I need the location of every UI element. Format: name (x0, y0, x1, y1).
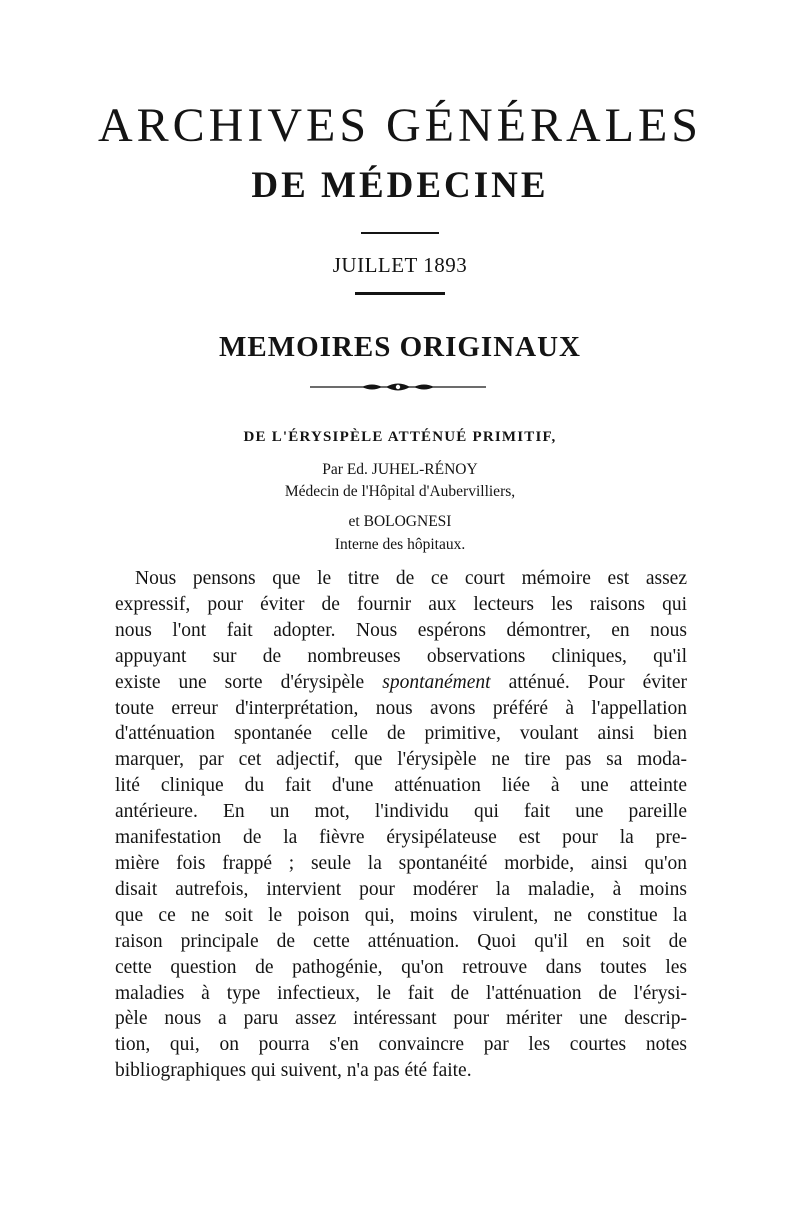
body-line: nous l'ont fait adopter. Nous espérons démontrer, en nous (115, 619, 687, 641)
author-byline-1: Par Ed. JUHEL-RÉNOY (322, 461, 478, 478)
article-title: DE L'ÉRYSIPÈLE ATTÉNUÉ PRIMITIF, (243, 429, 557, 445)
body-line: maladies à type infectieux, le fait de l'atténuation de l'érysi- (115, 982, 687, 1004)
italic-emphasis: spontanément (382, 671, 491, 693)
body-line: expressif, pour éviter de fournir aux lecteurs les raisons qui (115, 593, 687, 615)
body-line: mière fois frappé ; seule la spontanéité morbide, ainsi qu'on (115, 852, 687, 874)
journal-title-line2: DE MÉDECINE (251, 165, 549, 206)
body-line: appuyant sur de nombreuses observations cliniques, qu'il (115, 645, 687, 667)
body-line: d'atténuation spontanée celle de primitive, voulant ainsi bien (115, 723, 687, 745)
ornamental-divider (310, 380, 486, 394)
body-line: pèle nous a paru assez intéressant pour mériter une descrip- (115, 1008, 687, 1030)
author-affiliation-2: Interne des hôpitaux. (334, 536, 466, 553)
body-line: cette question de pathogénie, qu'on retrouve dans toutes les (115, 956, 687, 978)
body-line: manifestation de la fièvre érysipélateuse est pour la pre- (115, 827, 687, 849)
body-line: existe une sorte d'érysipèle spontanément atténué. Pour éviter (115, 671, 687, 693)
body-line: tion, qui, on pourra s'en convaincre par les courtes notes (115, 1034, 687, 1056)
section-heading: MEMOIRES ORIGINAUX (219, 331, 581, 363)
issue-date: JUILLET 1893 (332, 253, 468, 277)
date-divider-rule (355, 292, 445, 295)
article-body (115, 566, 687, 1084)
body-line: que ce ne soit le poison qui, moins virulent, ne constitue la (115, 904, 687, 926)
body-line: antérieure. En un mot, l'individu qui fait une pareille (115, 801, 687, 823)
author-affiliation-1: Médecin de l'Hôpital d'Aubervilliers, (284, 483, 516, 500)
body-line: bibliographiques qui suivent, n'a pas été faite. (115, 1060, 472, 1082)
body-line: lité clinique du fait d'une atténuation liée à une atteinte (115, 775, 687, 797)
body-line: toute erreur d'interprétation, nous avons préféré à l'appellation (115, 697, 687, 719)
journal-title-line1: ARCHIVES GÉNÉRALES (97, 99, 702, 152)
title-divider-rule (361, 232, 439, 234)
body-line: marquer, par cet adjectif, que l'érysipèle ne tire pas sa moda- (115, 749, 687, 771)
body-line: disait autrefois, intervient pour modérer la maladie, à moins (115, 878, 687, 900)
body-line: Nous pensons que le titre de ce court mémoire est assez (135, 568, 687, 589)
author-byline-2: et BOLOGNESI (348, 513, 452, 530)
body-line: raison principale de cette atténuation. Quoi qu'il en soit de (115, 930, 687, 952)
